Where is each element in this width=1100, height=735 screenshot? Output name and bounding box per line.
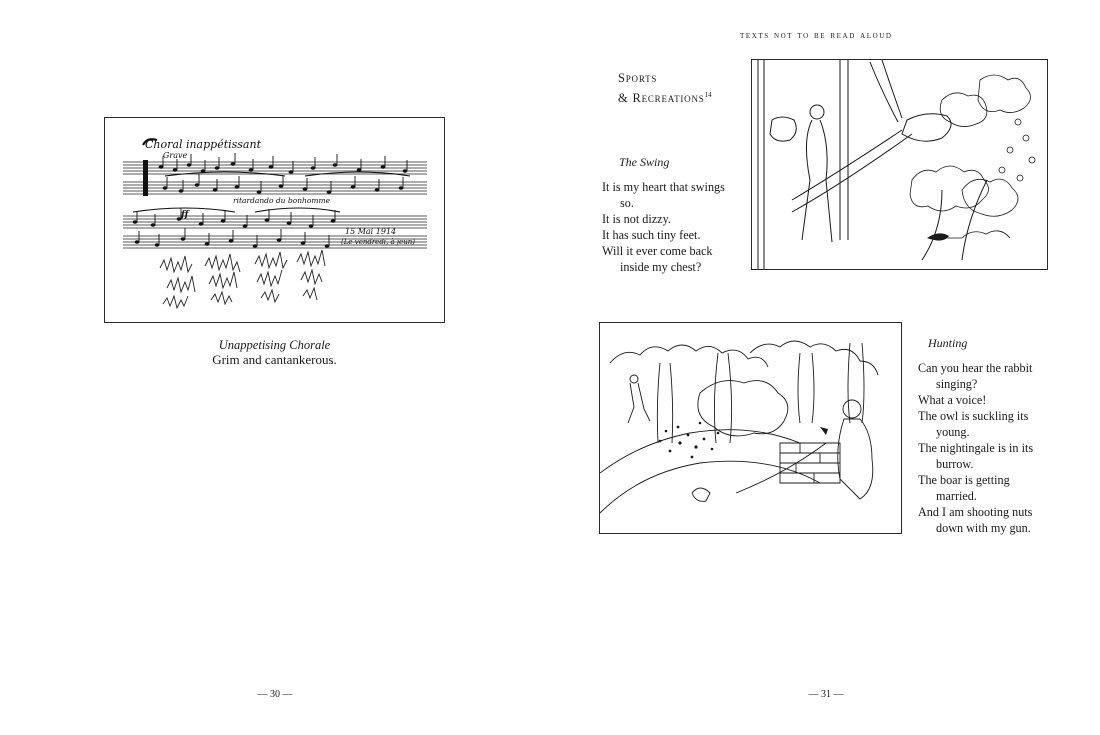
hunting-line: married. bbox=[936, 489, 977, 503]
caption-title: Unappetising Chorale bbox=[218, 338, 331, 352]
section-title bbox=[618, 70, 712, 107]
swing-poem bbox=[602, 179, 752, 275]
hunting-poem-title: Hunting bbox=[928, 336, 968, 350]
hunting-line: young. bbox=[936, 425, 970, 439]
manuscript-header: Choral inappétissant bbox=[145, 138, 261, 151]
section-title-line2: & Recreations bbox=[618, 91, 705, 106]
caption-text: Grim and cantankerous. bbox=[212, 352, 337, 367]
hunting-poem bbox=[918, 360, 1068, 536]
hunting-line: The nightingale is in its bbox=[918, 441, 1034, 455]
section-title-line1: Sports bbox=[618, 71, 658, 85]
hunting-line: down with my gun. bbox=[936, 521, 1031, 535]
running-head: texts not to be read aloud bbox=[740, 30, 893, 41]
hunting-line: And I am shooting nuts bbox=[918, 505, 1033, 519]
hunting-line: singing? bbox=[936, 377, 978, 391]
manuscript-date: 15 Mai 1914 bbox=[345, 227, 397, 236]
swing-line: It is my heart that swings bbox=[602, 180, 725, 194]
manuscript-illustration bbox=[104, 117, 445, 323]
swing-illustration bbox=[751, 59, 1048, 270]
swing-line: It has such tiny feet. bbox=[602, 228, 701, 242]
swing-line: so. bbox=[620, 196, 634, 210]
footnote-ref: 14 bbox=[704, 91, 712, 99]
section-title-line2-wrap bbox=[618, 87, 712, 107]
page-number-left: — 30 — bbox=[257, 689, 293, 700]
manuscript-place: (Le vendredi, à jeun) bbox=[341, 238, 415, 246]
manuscript-dynamic: ff bbox=[181, 210, 189, 220]
page-number-right: — 31 — bbox=[808, 689, 844, 700]
manuscript-tempo: Grave bbox=[163, 151, 188, 160]
swing-line: inside my chest? bbox=[620, 260, 702, 274]
hunting-line: burrow. bbox=[936, 457, 974, 471]
swing-line: Will it ever come back bbox=[602, 244, 713, 258]
music-score-image bbox=[105, 118, 444, 322]
swing-line: It is not dizzy. bbox=[602, 212, 671, 226]
manuscript-marking: ritardando du bonhomme bbox=[233, 196, 331, 205]
hunting-line: What a voice! bbox=[918, 393, 987, 407]
hunting-line: Can you hear the rabbit bbox=[918, 361, 1033, 375]
swing-poem-title: The Swing bbox=[619, 155, 670, 169]
hunting-line: The owl is suckling its bbox=[918, 409, 1029, 423]
swing-drawing bbox=[752, 60, 1047, 269]
hunting-illustration bbox=[599, 322, 902, 534]
hunting-line: The boar is getting bbox=[918, 473, 1010, 487]
hunting-drawing bbox=[600, 323, 901, 533]
